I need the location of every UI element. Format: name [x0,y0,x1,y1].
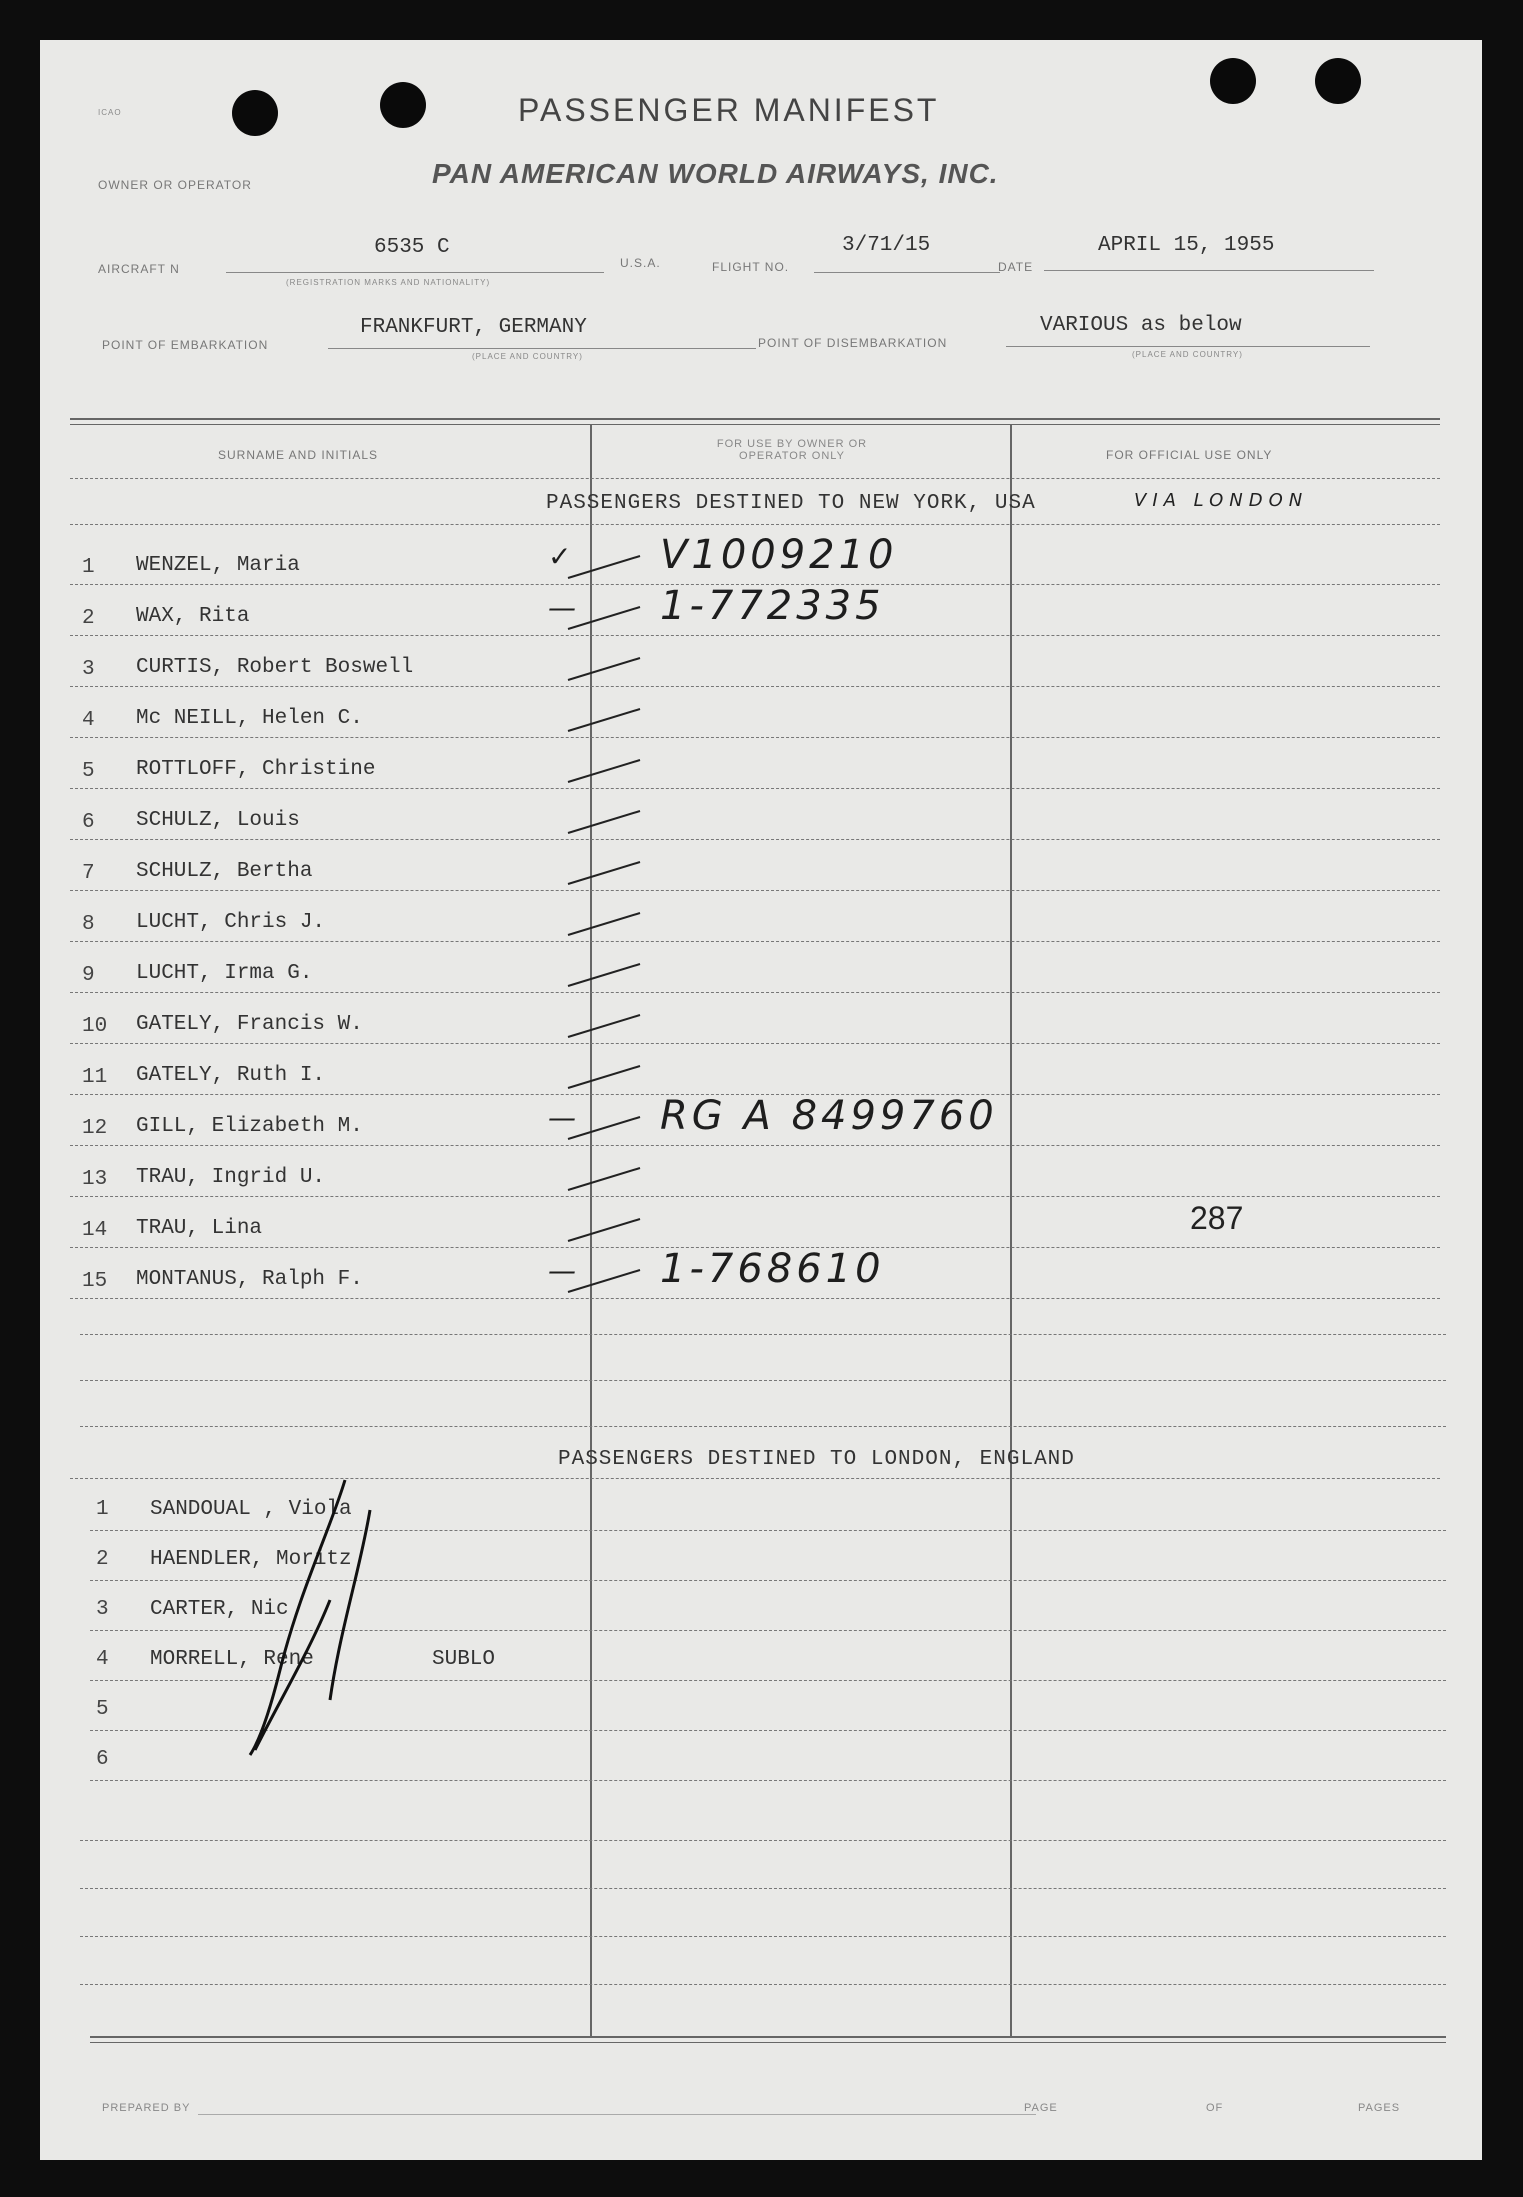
row-number: 2 [96,1548,109,1571]
row-number: 4 [82,709,95,732]
passenger-name: GATELY, Ruth I. [136,1064,326,1087]
pages-label: PAGES [1358,2102,1401,2114]
passenger-name: CURTIS, Robert Boswell [136,656,414,679]
disembark-label: POINT OF DISEMBARKATION [758,336,948,350]
passenger-name: HAENDLER, Moritz [150,1548,352,1571]
passenger-name: TRAU, Lina [136,1217,263,1240]
row-number: 2 [82,607,95,630]
flight-label: FLIGHT NO. [712,260,790,274]
page-title: PASSENGER MANIFEST [518,92,940,128]
row-number: 8 [82,913,95,936]
passenger-name: TRAU, Ingrid U. [136,1166,326,1189]
handwritten-scribble [220,1470,420,1760]
row-rule [70,941,1440,942]
aircraft-value: 6535 C [374,236,450,259]
row-number: 6 [82,811,95,834]
punch-hole [380,82,426,128]
row-number: 5 [96,1698,109,1721]
handwritten-note: RG A 8499760 [660,1093,998,1139]
passenger-name: GATELY, Francis W. [136,1013,363,1036]
registration-caption: (REGISTRATION MARKS AND NATIONALITY) [286,278,491,287]
handwritten-mark: — [548,1254,580,1287]
blank-rule [80,1936,1446,1937]
operator-name: PAN AMERICAN WORLD AIRWAYS, INC. [432,158,999,189]
punch-hole [232,90,278,136]
blank-rule [80,1888,1446,1889]
row-rule [70,1043,1440,1044]
page-label: PAGE [1024,2102,1058,2114]
check-stroke [560,1054,650,1094]
blank-rule [80,1984,1446,1985]
passenger-name: CARTER, Nic [150,1598,289,1621]
row-number: 14 [82,1219,108,1242]
embark-value: FRANKFURT, GERMANY [360,316,587,339]
passenger-extra: SUBLO [432,1648,496,1671]
handwritten-mark: — [548,591,580,624]
check-stroke [560,850,650,890]
passenger-name: Mc NEILL, Helen C. [136,707,363,730]
row-number: 5 [82,760,95,783]
aircraft-label: AIRCRAFT N [98,262,180,276]
handwritten-note: V1009210 [660,532,898,578]
embark-label: POINT OF EMBARKATION [102,338,269,352]
blank-rule [80,1840,1446,1841]
of-label: OF [1206,2102,1224,2114]
stamp-number: 287 [1190,1200,1244,1236]
row-number: 11 [82,1066,108,1089]
row-rule [70,635,1440,636]
row-number: 10 [82,1015,108,1038]
embark-caption: (PLACE AND COUNTRY) [472,352,583,361]
prepared-label: PREPARED BY [102,2102,191,2114]
row-rule [70,839,1440,840]
date-label: DATE [998,260,1034,274]
row-number: 9 [82,964,95,987]
check-stroke [560,1003,650,1043]
flight-number: 3/71/15 [842,234,931,257]
check-stroke [560,646,650,686]
check-stroke [560,901,650,941]
punch-hole [1315,58,1361,104]
check-stroke [560,1156,650,1196]
disembark-caption: (PLACE AND COUNTRY) [1132,350,1243,359]
passenger-name: SCHULZ, Louis [136,809,300,832]
handwritten-note: 1-772335 [660,583,885,629]
passenger-name: SCHULZ, Bertha [136,860,313,883]
owner-label: OWNER OR OPERATOR [98,178,252,192]
row-number: 3 [96,1598,109,1621]
passenger-name: LUCHT, Chris J. [136,911,326,934]
row-number: 1 [82,556,95,579]
passenger-name: WAX, Rita [136,605,250,628]
check-stroke [560,952,650,992]
check-stroke [560,748,650,788]
column-official-use: FOR OFFICIAL USE ONLY [1106,448,1273,462]
row-rule [70,992,1440,993]
passenger-name: LUCHT, Irma G. [136,962,313,985]
row-number: 12 [82,1117,108,1140]
handwritten-mark: ✓ [548,540,576,573]
handwritten-note: 1-768610 [660,1246,885,1292]
usa-label: U.S.A. [620,256,661,270]
row-number: 6 [96,1748,109,1771]
passenger-name: GILL, Elizabeth M. [136,1115,363,1138]
row-number: 1 [96,1498,109,1521]
via-note: VIA LONDON [1134,490,1309,511]
row-rule [70,1145,1440,1146]
column-owner-use: FOR USE BY OWNER OR OPERATOR ONLY [716,438,868,462]
column-surname: SURNAME AND INITIALS [218,448,379,462]
check-stroke [560,697,650,737]
row-rule [70,788,1440,789]
flight-date: APRIL 15, 1955 [1098,234,1275,257]
section-heading-ny: PASSENGERS DESTINED TO NEW YORK, USA [546,492,1036,515]
passenger-name: WENZEL, Maria [136,554,300,577]
passenger-name: MONTANUS, Ralph F. [136,1268,363,1291]
row-rule [70,686,1440,687]
blank-rule [80,1334,1446,1335]
row-rule [70,1196,1440,1197]
row-rule [70,1298,1440,1299]
row-number: 15 [82,1270,108,1293]
corner-code: ICAO [98,108,122,117]
check-stroke [560,1207,650,1247]
passenger-name: ROTTLOFF, Christine [136,758,376,781]
handwritten-mark: — [548,1101,580,1134]
section-heading-london: PASSENGERS DESTINED TO LONDON, ENGLAND [558,1448,1075,1471]
passenger-name: MORRELL, Rene [150,1648,314,1671]
check-stroke [560,799,650,839]
manifest-sheet [40,40,1482,2160]
disembark-value: VARIOUS as below [1040,314,1242,337]
punch-hole [1210,58,1256,104]
row-number: 4 [96,1648,109,1671]
row-rule [90,1780,1446,1781]
row-number: 3 [82,658,95,681]
row-number: 13 [82,1168,108,1191]
row-number: 7 [82,862,95,885]
row-rule [70,890,1440,891]
row-rule [70,737,1440,738]
blank-rule [80,1380,1446,1381]
blank-rule [80,1426,1446,1427]
passenger-name: SANDOUAL , Viola [150,1498,352,1521]
